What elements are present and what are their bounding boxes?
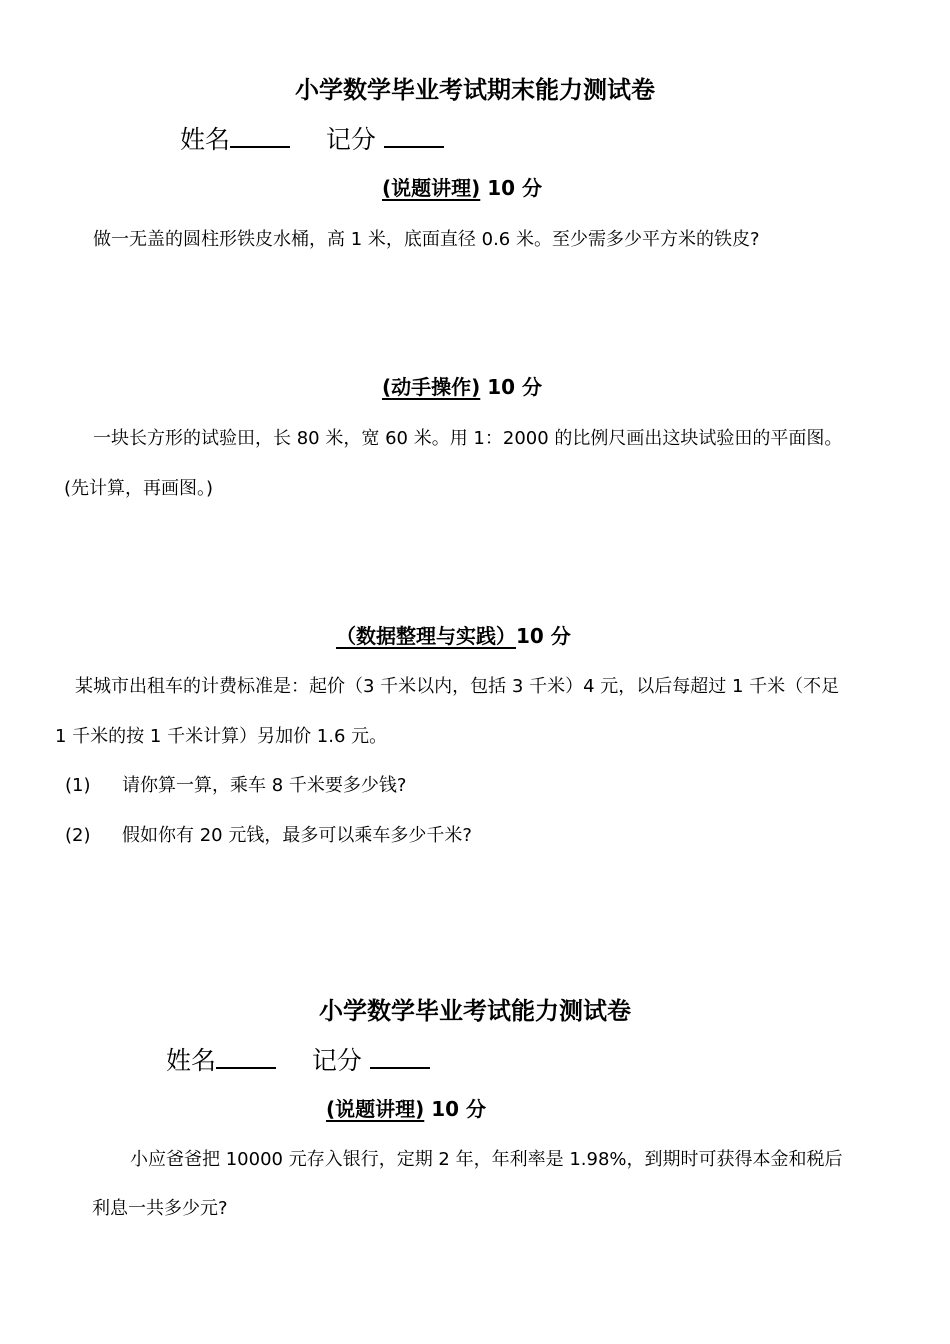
section-heading-reasoning-1 bbox=[382, 178, 542, 198]
score-blank[interactable] bbox=[370, 1047, 430, 1069]
section-heading-reasoning-2 bbox=[326, 1099, 486, 1119]
section-heading-label: (动手操作) bbox=[382, 375, 481, 399]
name-label: 姓名 bbox=[180, 125, 231, 154]
section-points: 10 分 bbox=[431, 1097, 487, 1121]
name-label: 姓名 bbox=[166, 1046, 217, 1075]
section-points: 10 分 bbox=[487, 176, 543, 200]
question-text-line: 小应爸爸把 10000 元存入银行，定期 2 年，年利率是 1.98%，到期时可获得本金和税后 bbox=[130, 1149, 843, 1170]
section-heading-label: (说题讲理) bbox=[326, 1097, 425, 1121]
sub-question-text: 请你算一算，乘车 8 千米要多少钱? bbox=[121, 775, 407, 796]
score-blank[interactable] bbox=[384, 126, 444, 148]
sub-question-number: (1) bbox=[65, 775, 91, 796]
name-blank[interactable] bbox=[230, 126, 290, 148]
sub-question-number: (2) bbox=[65, 825, 91, 846]
question-text-line: 1 千米的按 1 千米计算）另加价 1.6 元。 bbox=[55, 726, 388, 747]
question-text: 做一无盖的圆柱形铁皮水桶，高 1 米，底面直径 0.6 米。至少需多少平方米的铁皮? bbox=[93, 229, 760, 250]
question-text-line: (先计算，再画图。) bbox=[64, 478, 214, 499]
section-heading-label: (说题讲理) bbox=[382, 176, 481, 200]
exam-title-1: 小学数学毕业考试期末能力测试卷 bbox=[295, 76, 655, 104]
section-heading-data-practice bbox=[336, 626, 571, 646]
section-heading-operation bbox=[382, 377, 542, 397]
question-text-line: 某城市出租车的计费标准是：起价（3 千米以内，包括 3 千米）4 元，以后每超过 1 千米（不足 bbox=[75, 676, 840, 697]
name-score-line-2 bbox=[166, 1047, 430, 1073]
sub-question bbox=[65, 827, 472, 845]
section-points: 10 分 bbox=[487, 375, 543, 399]
score-label: 记分 bbox=[325, 125, 376, 154]
name-score-line-1 bbox=[180, 126, 444, 152]
question-text-line: 利息一共多少元? bbox=[92, 1198, 228, 1219]
section-heading-label: （数据整理与实践） bbox=[336, 624, 516, 648]
name-blank[interactable] bbox=[216, 1047, 276, 1069]
score-label: 记分 bbox=[311, 1046, 362, 1075]
sub-question-text: 假如你有 20 元钱，最多可以乘车多少千米? bbox=[121, 825, 472, 846]
question-text-line: 一块长方形的试验田，长 80 米，宽 60 米。用 1：2000 的比例尺画出这块试验田的平面图。 bbox=[93, 428, 843, 449]
sub-question bbox=[65, 777, 406, 795]
section-points: 10 分 bbox=[516, 624, 571, 648]
exam-title-2: 小学数学毕业考试能力测试卷 bbox=[319, 997, 631, 1025]
